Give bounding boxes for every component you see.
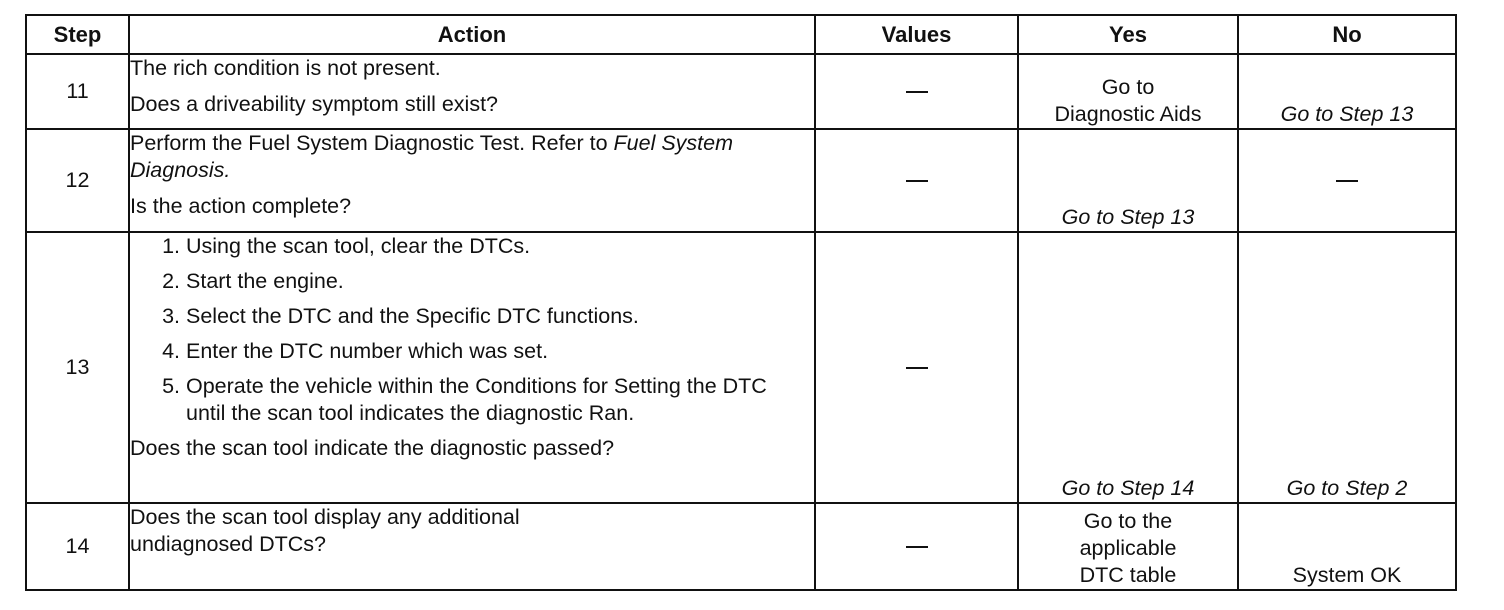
values-cell [815,54,1018,129]
diagnostic-table [25,14,1457,591]
list-item [130,233,814,260]
step-number: 13 [26,232,129,503]
values-cell [815,503,1018,590]
list-number: 3. [162,304,180,328]
no-goto-text: Go to Step 13 [1280,102,1414,126]
yes-text-line: Diagnostic Aids [1054,102,1202,126]
action-text: The rich condition is not present. [130,56,441,80]
em-dash [906,180,928,182]
procedure-list [130,233,814,427]
list-item [130,303,814,330]
yes-text-line: DTC table [1079,563,1177,587]
no-result-text: System OK [1292,563,1402,587]
yes-cell [1018,232,1238,503]
header-row [26,15,1456,54]
action-cell [129,503,815,590]
step-number: 14 [26,503,129,590]
header-action: Action [129,15,815,54]
em-dash [906,546,928,548]
header-values: Values [815,15,1018,54]
no-cell [1238,54,1456,129]
yes-goto-text: Go to Step 14 [1061,476,1195,500]
yes-text-line: Go to the [1083,509,1173,533]
no-cell [1238,232,1456,503]
no-cell [1238,129,1456,232]
values-cell [815,129,1018,232]
table-row [26,503,1456,590]
list-number: 4. [162,339,180,363]
list-number: 2. [162,269,180,293]
step-number: 11 [26,54,129,129]
yes-goto-text: Go to Step 13 [1061,205,1195,229]
action-question: Does a driveability symptom still exist? [130,92,499,116]
list-item [130,373,814,427]
em-dash [1336,180,1358,182]
list-text: Enter the DTC number which was set. [186,339,549,363]
table-row [26,129,1456,232]
em-dash [906,91,928,93]
step-number: 12 [26,129,129,232]
yes-cell [1018,503,1238,590]
no-cell [1238,503,1456,590]
no-goto-text: Go to Step 2 [1286,476,1408,500]
header-no: No [1238,15,1456,54]
action-cell [129,54,815,129]
values-cell [815,232,1018,503]
header-yes: Yes [1018,15,1238,54]
yes-cell [1018,129,1238,232]
yes-text-line: applicable [1079,536,1177,560]
table-row [26,232,1456,503]
list-item [130,338,814,365]
yes-text-line: Go to [1101,75,1155,99]
table-row [26,54,1456,129]
action-question: Does the scan tool indicate the diagnostic passed? [130,436,615,460]
action-cell [129,129,815,232]
em-dash [906,367,928,369]
action-instruction: Perform the Fuel System Diagnostic Test. Refer to [130,131,614,155]
list-text: Start the engine. [186,269,344,293]
header-step: Step [26,15,129,54]
action-text [130,130,814,184]
list-text: Using the scan tool, clear the DTCs. [186,234,531,258]
action-question: Does the scan tool display any additional undiagnosed DTCs? [130,505,520,556]
action-reference: Fuel System Diagnosis. [130,131,734,182]
action-question: Is the action complete? [130,194,352,218]
yes-cell [1018,54,1238,129]
list-number: 1. [162,234,180,258]
list-text: Operate the vehicle within the Conditions for Setting the DTC until the scan tool indicates the diagnostic Ran. [186,374,767,425]
list-text: Select the DTC and the Specific DTC functions. [186,304,639,328]
action-cell [129,232,815,503]
list-item [130,268,814,295]
list-number: 5. [162,374,180,398]
